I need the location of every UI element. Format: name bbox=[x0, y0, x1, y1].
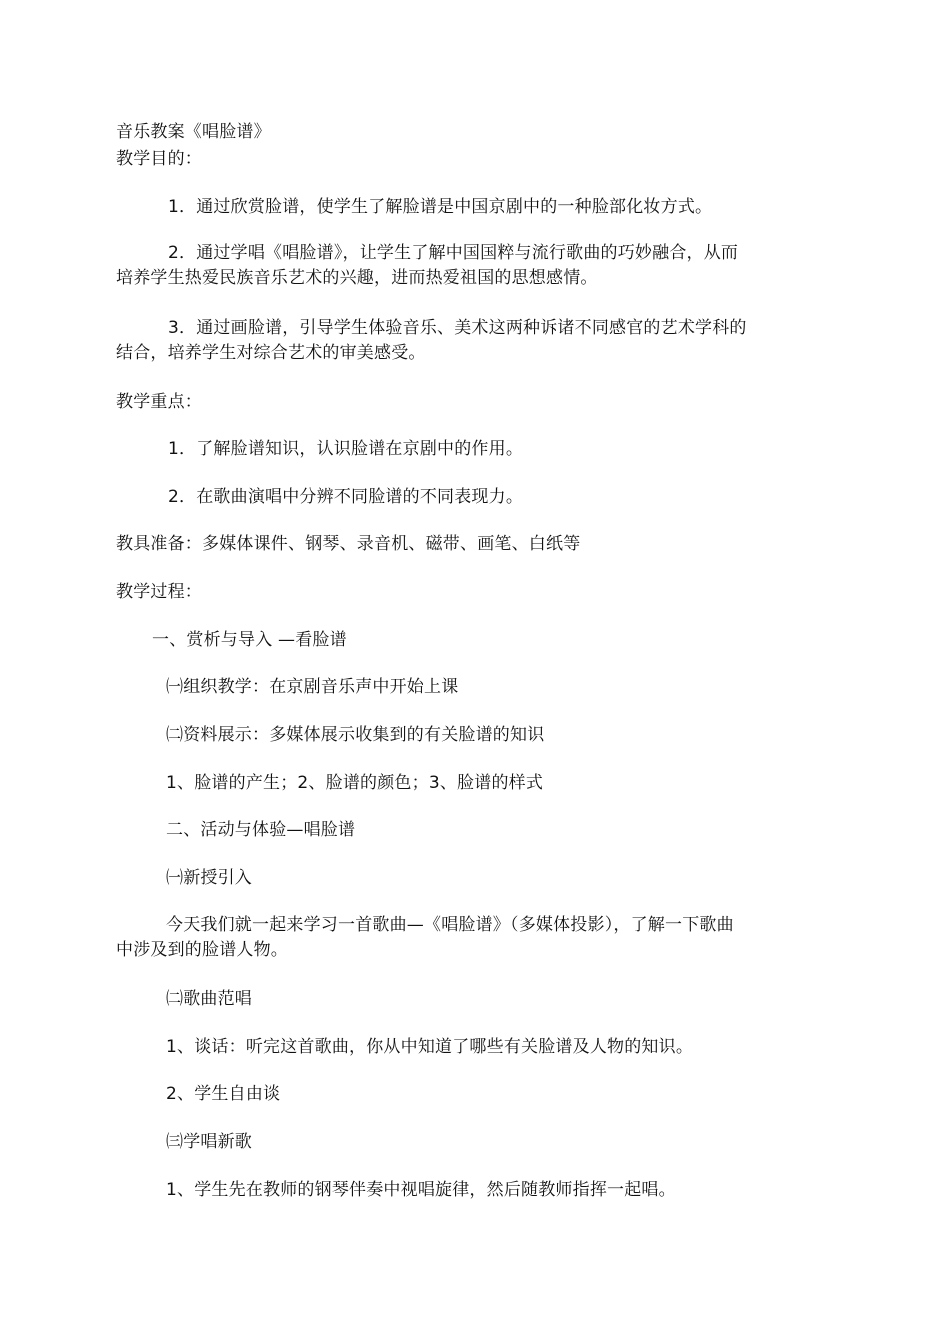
objective-3-line2: 结合，培养学生对综合艺术的审美感受。 bbox=[116, 343, 426, 363]
section-1-item-2: ㈡资料展示：多媒体展示收集到的有关脸谱的知识 bbox=[166, 725, 545, 745]
section-2-intro-line1: 今天我们就一起来学习一首歌曲—《唱脸谱》（多媒体投影），了解一下歌曲 bbox=[166, 915, 734, 935]
section-2-intro-line2: 中涉及到的脸谱人物。 bbox=[116, 940, 288, 960]
section-2-learn: 1、学生先在教师的钢琴伴奏中视唱旋律，然后随教师指挥一起唱。 bbox=[166, 1180, 676, 1200]
key-points-heading: 教学重点： bbox=[116, 392, 202, 412]
section-2-free: 2、学生自由谈 bbox=[166, 1084, 281, 1104]
key-point-1: 1．了解脸谱知识，认识脸谱在京剧中的作用。 bbox=[168, 439, 524, 459]
document-title: 音乐教案《唱脸谱》 bbox=[116, 122, 271, 142]
section-2-title: 二、活动与体验—唱脸谱 bbox=[166, 820, 356, 840]
objective-2 bbox=[116, 241, 738, 291]
objectives-heading: 教学目的： bbox=[116, 149, 202, 169]
section-2-item-1: ㈠新授引入 bbox=[166, 868, 252, 888]
objective-3 bbox=[116, 316, 747, 366]
section-2-intro bbox=[116, 913, 734, 963]
objective-2-line1: 2．通过学唱《唱脸谱》，让学生了解中国国粹与流行歌曲的巧妙融合，从而 bbox=[168, 243, 739, 263]
section-1-title: 一、赏析与导入 —看脸谱 bbox=[152, 630, 347, 650]
section-2-talk: 1、谈话：听完这首歌曲，你从中知道了哪些有关脸谱及人物的知识。 bbox=[166, 1037, 694, 1057]
materials-line: 教具准备：多媒体课件、钢琴、录音机、磁带、画笔、白纸等 bbox=[116, 534, 581, 554]
section-1-item-1: ㈠组织教学：在京剧音乐声中开始上课 bbox=[166, 677, 459, 697]
objective-2-line2: 培养学生热爱民族音乐艺术的兴趣，进而热爱祖国的思想感情。 bbox=[116, 268, 598, 288]
section-2-item-3: ㈢学唱新歌 bbox=[166, 1132, 252, 1152]
key-point-2: 2．在歌曲演唱中分辨不同脸谱的不同表现力。 bbox=[168, 487, 524, 507]
section-2-item-2: ㈡歌曲范唱 bbox=[166, 989, 252, 1009]
section-1-list: 1、脸谱的产生；2、脸谱的颜色；3、脸谱的样式 bbox=[166, 773, 544, 793]
objective-3-line1: 3．通过画脸谱，引导学生体验音乐、美术这两种诉诸不同感官的艺术学科的 bbox=[168, 318, 747, 338]
objective-1: 1．通过欣赏脸谱，使学生了解脸谱是中国京剧中的一种脸部化妆方式。 bbox=[168, 197, 713, 217]
process-heading: 教学过程： bbox=[116, 582, 202, 602]
